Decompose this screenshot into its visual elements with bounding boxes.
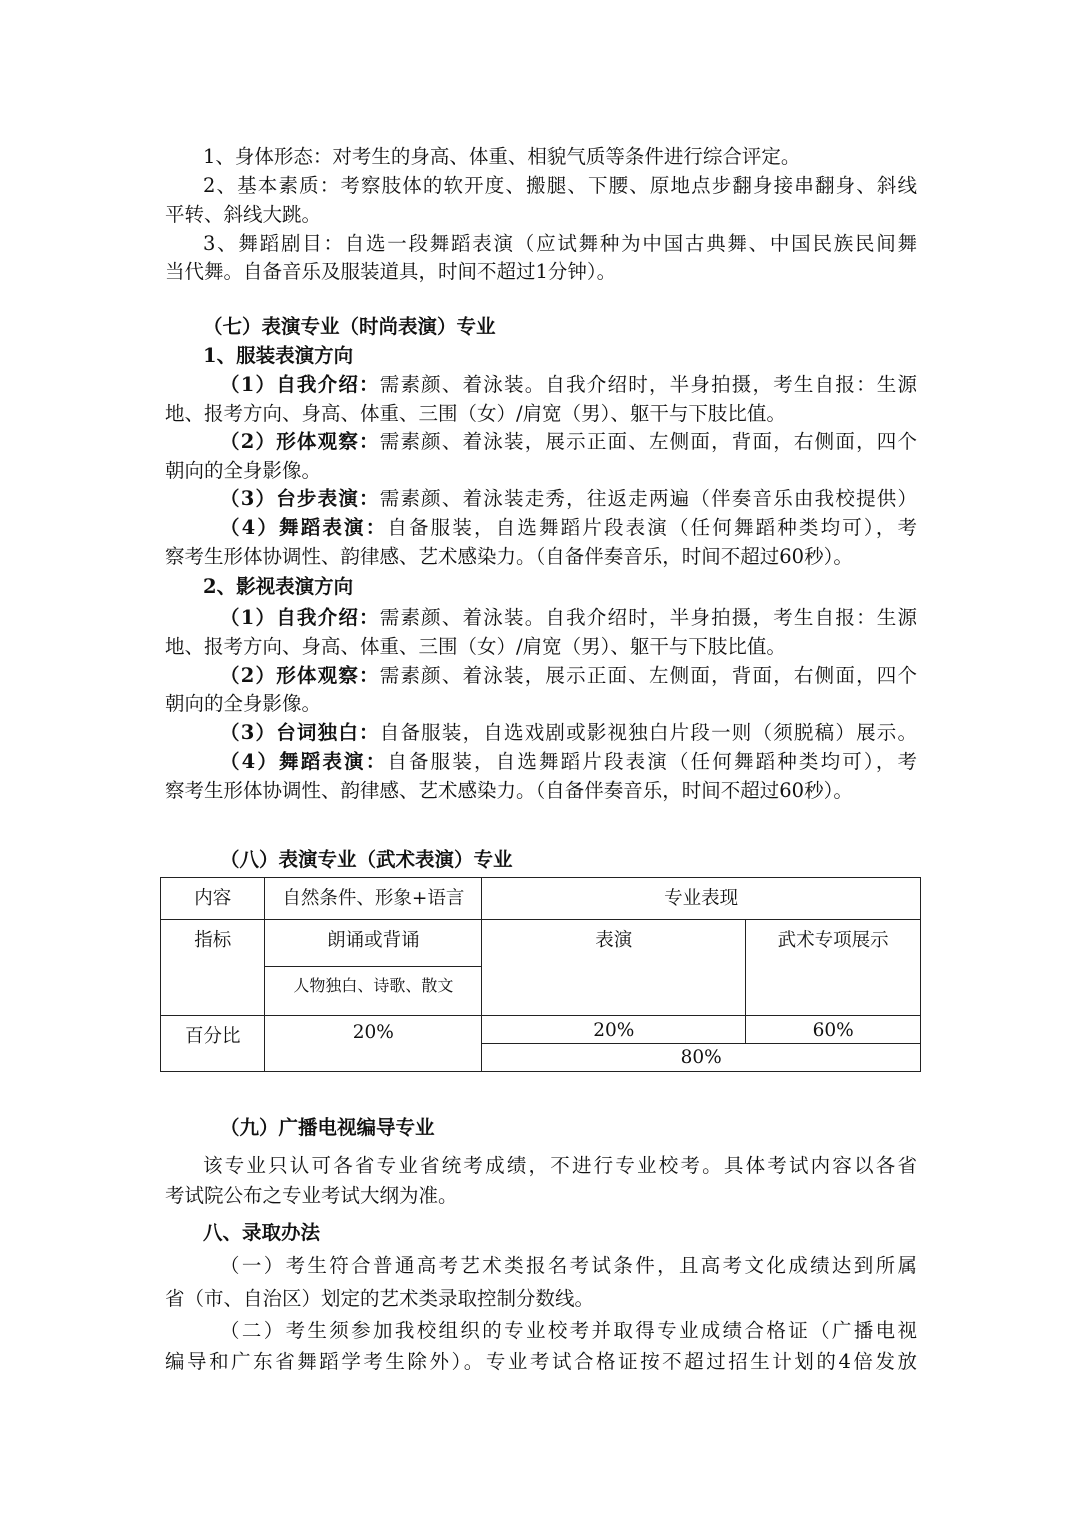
body-line: （二）考生须参加我校组织的专业校考并取得专业成绩合格证（广播电视 <box>220 1319 917 1342</box>
body-line: （一）考生符合普通高考艺术类报名考试条件，且高考文化成绩达到所属 <box>220 1254 917 1277</box>
body-line: 当代舞。自备音乐及服装道具，时间不超过1分钟）。 <box>165 260 617 283</box>
item-label: （1）自我介绍： <box>220 606 380 629</box>
body-line: 地、报考方向、身高、体重、三围（女）/肩宽（男）、躯干与下肢比值。 <box>165 635 786 658</box>
section-heading: （九）广播电视编导专业 <box>220 1116 435 1139</box>
body-line: 考试院公布之专业考试大纲为准。 <box>165 1184 458 1207</box>
item-text: 需素颜、着泳装。自我介绍时，半身拍摄，考生自报：生源 <box>379 606 917 629</box>
section-heading: （八）表演专业（武术表演）专业 <box>220 848 513 871</box>
item-label: （3）台步表演： <box>220 487 380 510</box>
body-line: 朝向的全身影像。 <box>165 692 322 715</box>
subsection-heading: 2、影视表演方向 <box>203 575 354 598</box>
table-cell: 人物独白、诗歌、散文 <box>265 967 482 1015</box>
body-line: 3、舞蹈剧目：自选一段舞蹈表演（应试舞种为中国古典舞、中国民族民间舞 <box>203 232 917 255</box>
item-label: （2）形体观察： <box>220 664 380 687</box>
item-text: 自备服装，自选舞蹈片段表演（任何舞蹈种类均可），考 <box>387 516 917 539</box>
table-cell: 60% <box>746 1015 921 1043</box>
table-row <box>161 1015 921 1043</box>
item-line <box>220 485 917 512</box>
table-cell: 武术专项展示 <box>746 920 921 1015</box>
table-row <box>161 920 921 967</box>
table-cell: 表演 <box>482 920 746 1015</box>
table-cell: 内容 <box>161 878 265 920</box>
item-line <box>220 748 917 775</box>
item-text: 需素颜、着泳装走秀，往返走两遍（伴奏音乐由我校提供） <box>379 487 917 510</box>
item-text: 自备服装，自选舞蹈片段表演（任何舞蹈种类均可），考 <box>387 750 917 773</box>
table-cell: 20% <box>482 1015 746 1043</box>
item-line <box>220 371 917 398</box>
item-text: 需素颜、着泳装，展示正面、左侧面，背面，右侧面，四个 <box>379 664 917 687</box>
body-line: 2、基本素质：考察肢体的软开度、搬腿、下腰、原地点步翻身接串翻身、斜线 <box>203 174 917 197</box>
table-row <box>161 878 921 920</box>
item-label: （1）自我介绍： <box>220 373 380 396</box>
item-label: （2）形体观察： <box>220 430 380 453</box>
item-label: （4）舞蹈表演： <box>220 750 388 773</box>
item-label: （3）台词独白： <box>220 721 380 744</box>
body-line: 察考生形体协调性、韵律感、艺术感染力。（自备伴奏音乐，时间不超过60秒）。 <box>165 545 853 568</box>
table-cell: 80% <box>482 1043 921 1071</box>
item-line <box>220 514 917 541</box>
body-line: 平转、斜线大跳。 <box>165 203 322 226</box>
section-heading: 八、录取办法 <box>203 1221 321 1244</box>
table-cell: 专业表现 <box>482 878 921 920</box>
table-cell: 20% <box>265 1015 482 1071</box>
body-line: 地、报考方向、身高、体重、三围（女）/肩宽（男）、躯干与下肢比值。 <box>165 402 786 425</box>
body-line: 察考生形体协调性、韵律感、艺术感染力。（自备伴奏音乐，时间不超过60秒）。 <box>165 779 853 802</box>
table-cell: 指标 <box>161 920 265 1015</box>
subsection-heading: 1、服装表演方向 <box>203 344 354 367</box>
table-cell: 朗诵或背诵 <box>265 920 482 967</box>
item-text: 需素颜、着泳装。自我介绍时，半身拍摄，考生自报：生源 <box>379 373 917 396</box>
table-cell: 百分比 <box>161 1015 265 1071</box>
item-line <box>220 719 917 746</box>
scoring-table <box>160 877 921 1072</box>
item-label: （4）舞蹈表演： <box>220 516 388 539</box>
section-heading: （七）表演专业（时尚表演）专业 <box>203 315 496 338</box>
body-line: 朝向的全身影像。 <box>165 459 322 482</box>
item-line <box>220 662 917 689</box>
item-text: 需素颜、着泳装，展示正面、左侧面，背面，右侧面，四个 <box>379 430 917 453</box>
table-cell: 自然条件、形象+语言 <box>265 878 482 920</box>
body-line: 省（市、自治区）划定的艺术类录取控制分数线。 <box>165 1287 595 1310</box>
item-text: 自备服装，自选戏剧或影视独白片段一则（须脱稿）展示。 <box>379 721 917 744</box>
body-line: 编导和广东省舞蹈学考生除外）。专业考试合格证按不超过招生计划的4倍发放 <box>165 1350 917 1373</box>
item-line <box>220 428 917 455</box>
body-line: 1、身体形态：对考生的身高、体重、相貌气质等条件进行综合评定。 <box>203 145 801 168</box>
body-line: 该专业只认可各省专业省统考成绩，不进行专业校考。具体考试内容以各省 <box>203 1154 917 1177</box>
item-line <box>220 604 917 631</box>
